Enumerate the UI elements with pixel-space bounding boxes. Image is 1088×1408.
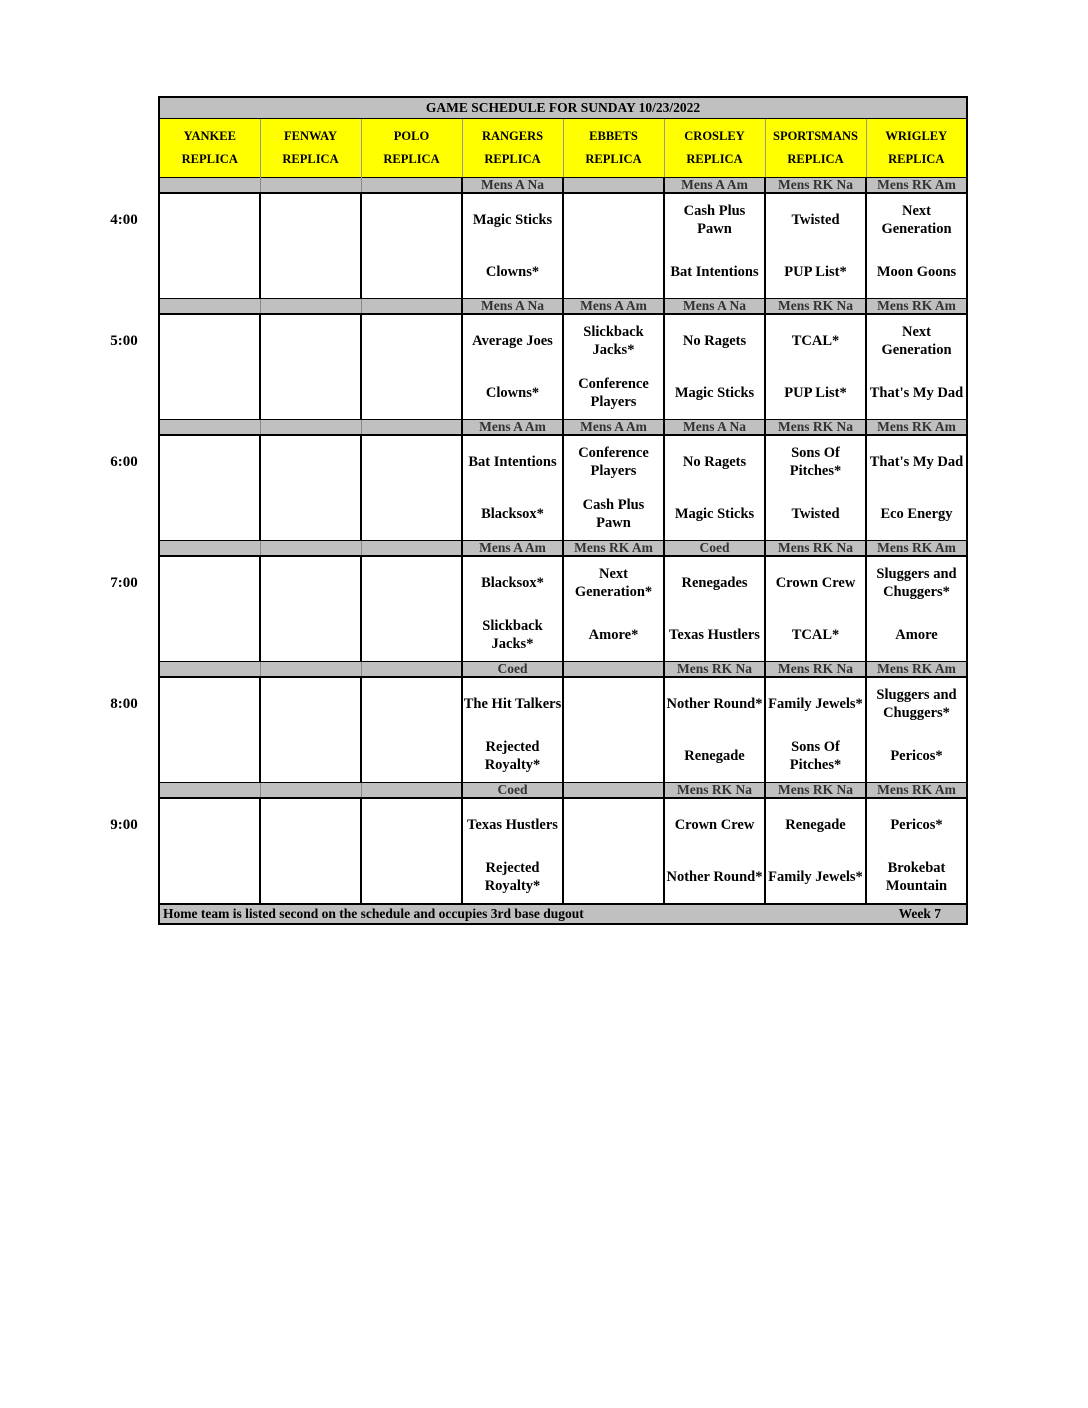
division-label: Mens A Na bbox=[664, 420, 765, 436]
field-header-row bbox=[159, 119, 967, 178]
division-label: Mens A Am bbox=[563, 299, 664, 315]
division-row bbox=[159, 662, 967, 678]
home-team bbox=[563, 730, 664, 783]
away-team: Sons Of Pitches* bbox=[765, 435, 866, 488]
home-team: Pericos* bbox=[866, 730, 967, 783]
schedule-table bbox=[158, 96, 968, 925]
division-label: Mens RK Na bbox=[664, 662, 765, 678]
home-team: Twisted bbox=[765, 488, 866, 541]
home-team bbox=[159, 609, 260, 662]
division-row bbox=[159, 420, 967, 436]
division-label: Mens A Am bbox=[462, 420, 563, 436]
division-label bbox=[361, 662, 462, 678]
division-label bbox=[563, 783, 664, 799]
away-team bbox=[260, 677, 361, 730]
away-team bbox=[159, 798, 260, 851]
home-team bbox=[361, 609, 462, 662]
division-label bbox=[563, 662, 664, 678]
division-label: Mens RK Am bbox=[866, 783, 967, 799]
away-team bbox=[361, 677, 462, 730]
time-column bbox=[90, 0, 158, 1408]
home-team: Texas Hustlers bbox=[664, 609, 765, 662]
footer-note: Home team is listed second on the schedule and occupies 3rd base dugout bbox=[163, 906, 584, 921]
away-team: Next Generation bbox=[866, 314, 967, 367]
division-label: Mens RK Am bbox=[866, 662, 967, 678]
division-label: Coed bbox=[462, 662, 563, 678]
away-team: Bat Intentions bbox=[462, 435, 563, 488]
home-team bbox=[260, 246, 361, 299]
division-label: Mens RK Na bbox=[765, 420, 866, 436]
field-header-sportsmans bbox=[765, 119, 866, 178]
home-team bbox=[159, 246, 260, 299]
division-row bbox=[159, 541, 967, 557]
division-label: Mens RK Am bbox=[866, 420, 967, 436]
field-name: YANKEE bbox=[183, 129, 236, 143]
division-label: Mens RK Na bbox=[765, 541, 866, 557]
field-name: EBBETS bbox=[589, 129, 638, 143]
home-team: Clowns* bbox=[462, 246, 563, 299]
home-team: Slickback Jacks* bbox=[462, 609, 563, 662]
away-team: Magic Sticks bbox=[462, 193, 563, 246]
home-team: Rejected Royalty* bbox=[462, 730, 563, 783]
home-team bbox=[159, 367, 260, 420]
home-team: TCAL* bbox=[765, 609, 866, 662]
home-team bbox=[260, 488, 361, 541]
game-row-away bbox=[159, 193, 967, 246]
division-row bbox=[159, 299, 967, 315]
away-team: Texas Hustlers bbox=[462, 798, 563, 851]
game-row-away bbox=[159, 435, 967, 488]
away-team: Pericos* bbox=[866, 798, 967, 851]
away-team bbox=[260, 556, 361, 609]
division-label: Mens A Am bbox=[462, 541, 563, 557]
division-label: Mens A Am bbox=[563, 420, 664, 436]
home-team bbox=[159, 730, 260, 783]
division-label bbox=[159, 178, 260, 194]
away-team: The Hit Talkers bbox=[462, 677, 563, 730]
division-label bbox=[260, 783, 361, 799]
home-team bbox=[159, 488, 260, 541]
home-team: Moon Goons bbox=[866, 246, 967, 299]
division-label bbox=[563, 178, 664, 194]
time-label: 8:00 bbox=[110, 695, 138, 712]
division-label bbox=[260, 420, 361, 436]
away-team: No Ragets bbox=[664, 435, 765, 488]
division-label: Mens RK Na bbox=[765, 783, 866, 799]
division-label: Mens RK Am bbox=[866, 178, 967, 194]
field-subtitle: REPLICA bbox=[282, 152, 339, 166]
game-row-home bbox=[159, 367, 967, 420]
division-label: Mens RK Na bbox=[765, 178, 866, 194]
field-subtitle: REPLICA bbox=[888, 152, 945, 166]
field-header-polo bbox=[361, 119, 462, 178]
home-team: Blacksox* bbox=[462, 488, 563, 541]
home-team bbox=[159, 851, 260, 904]
home-team bbox=[260, 609, 361, 662]
time-label: 4:00 bbox=[110, 211, 138, 228]
away-team: Crown Crew bbox=[664, 798, 765, 851]
division-label: Coed bbox=[664, 541, 765, 557]
away-team bbox=[260, 798, 361, 851]
home-team: Brokebat Mountain bbox=[866, 851, 967, 904]
division-label bbox=[361, 541, 462, 557]
away-team bbox=[159, 677, 260, 730]
division-label: Mens RK Am bbox=[866, 541, 967, 557]
away-team: Sluggers and Chuggers* bbox=[866, 556, 967, 609]
home-team: Family Jewels* bbox=[765, 851, 866, 904]
division-label bbox=[361, 420, 462, 436]
home-team bbox=[361, 246, 462, 299]
field-subtitle: REPLICA bbox=[383, 152, 440, 166]
division-row bbox=[159, 783, 967, 799]
home-team: Amore* bbox=[563, 609, 664, 662]
field-name: POLO bbox=[393, 129, 430, 143]
away-team bbox=[563, 798, 664, 851]
home-team: Renegade bbox=[664, 730, 765, 783]
away-team: Cash Plus Pawn bbox=[664, 193, 765, 246]
division-label bbox=[361, 783, 462, 799]
game-row-home bbox=[159, 246, 967, 299]
field-name: RANGERS bbox=[481, 129, 544, 143]
game-row-away bbox=[159, 677, 967, 730]
game-row-home bbox=[159, 851, 967, 904]
division-label: Mens A Na bbox=[462, 299, 563, 315]
time-label: 7:00 bbox=[110, 574, 138, 591]
away-team bbox=[361, 314, 462, 367]
division-label: Mens RK Na bbox=[664, 783, 765, 799]
schedule-title: GAME SCHEDULE FOR SUNDAY 10/23/2022 bbox=[159, 97, 967, 119]
division-label: Mens RK Na bbox=[765, 299, 866, 315]
away-team bbox=[361, 798, 462, 851]
division-label bbox=[361, 178, 462, 194]
home-team bbox=[361, 367, 462, 420]
home-team bbox=[361, 488, 462, 541]
away-team: Twisted bbox=[765, 193, 866, 246]
division-label bbox=[260, 178, 361, 194]
game-row-away bbox=[159, 798, 967, 851]
time-label: 9:00 bbox=[110, 816, 138, 833]
away-team: Next Generation bbox=[866, 193, 967, 246]
away-team: Nother Round* bbox=[664, 677, 765, 730]
field-subtitle: REPLICA bbox=[787, 152, 844, 166]
away-team: Blacksox* bbox=[462, 556, 563, 609]
field-subtitle: REPLICA bbox=[484, 152, 541, 166]
field-header-wrigley bbox=[866, 119, 967, 178]
division-label: Mens A Na bbox=[664, 299, 765, 315]
home-team: Clowns* bbox=[462, 367, 563, 420]
division-label bbox=[260, 541, 361, 557]
home-team: Bat Intentions bbox=[664, 246, 765, 299]
field-name: WRIGLEY bbox=[885, 129, 948, 143]
away-team: No Ragets bbox=[664, 314, 765, 367]
division-label bbox=[260, 662, 361, 678]
game-row-away bbox=[159, 556, 967, 609]
away-team: Sluggers and Chuggers* bbox=[866, 677, 967, 730]
division-label bbox=[159, 662, 260, 678]
home-team: Nother Round* bbox=[664, 851, 765, 904]
home-team: Conference Players bbox=[563, 367, 664, 420]
game-row-away bbox=[159, 314, 967, 367]
division-label: Mens RK Am bbox=[866, 299, 967, 315]
away-team bbox=[361, 435, 462, 488]
away-team bbox=[159, 314, 260, 367]
division-label: Mens RK Na bbox=[765, 662, 866, 678]
home-team bbox=[260, 851, 361, 904]
away-team bbox=[159, 435, 260, 488]
time-label: 5:00 bbox=[110, 332, 138, 349]
division-label: Mens A Na bbox=[462, 178, 563, 194]
field-header-fenway bbox=[260, 119, 361, 178]
away-team bbox=[361, 193, 462, 246]
home-team bbox=[563, 246, 664, 299]
game-row-home bbox=[159, 488, 967, 541]
division-label: Mens RK Am bbox=[563, 541, 664, 557]
away-team: Slickback Jacks* bbox=[563, 314, 664, 367]
field-subtitle: REPLICA bbox=[585, 152, 642, 166]
field-name: SPORTSMANS bbox=[773, 129, 858, 143]
away-team: Conference Players bbox=[563, 435, 664, 488]
away-team: Renegades bbox=[664, 556, 765, 609]
home-team: Sons Of Pitches* bbox=[765, 730, 866, 783]
week-label: Week 7 bbox=[898, 906, 941, 921]
field-name: FENWAY bbox=[283, 129, 338, 143]
game-row-home bbox=[159, 730, 967, 783]
away-team bbox=[260, 435, 361, 488]
division-label: Coed bbox=[462, 783, 563, 799]
home-team: PUP List* bbox=[765, 367, 866, 420]
home-team bbox=[260, 367, 361, 420]
away-team bbox=[563, 677, 664, 730]
home-team: Amore bbox=[866, 609, 967, 662]
home-team: Magic Sticks bbox=[664, 367, 765, 420]
division-label bbox=[159, 783, 260, 799]
home-team bbox=[361, 730, 462, 783]
field-name: CROSLEY bbox=[684, 129, 745, 143]
home-team: Cash Plus Pawn bbox=[563, 488, 664, 541]
away-team bbox=[159, 193, 260, 246]
division-label bbox=[159, 541, 260, 557]
time-label: 6:00 bbox=[110, 453, 138, 470]
footer bbox=[159, 904, 967, 924]
away-team bbox=[361, 556, 462, 609]
home-team bbox=[361, 851, 462, 904]
division-label bbox=[159, 420, 260, 436]
away-team bbox=[159, 556, 260, 609]
away-team bbox=[563, 193, 664, 246]
home-team: That's My Dad bbox=[866, 367, 967, 420]
away-team: Family Jewels* bbox=[765, 677, 866, 730]
away-team: Crown Crew bbox=[765, 556, 866, 609]
home-team: PUP List* bbox=[765, 246, 866, 299]
home-team bbox=[563, 851, 664, 904]
home-team bbox=[260, 730, 361, 783]
away-team: Renegade bbox=[765, 798, 866, 851]
field-header-crosley bbox=[664, 119, 765, 178]
away-team: Next Generation* bbox=[563, 556, 664, 609]
away-team: That's My Dad bbox=[866, 435, 967, 488]
footer-row bbox=[159, 904, 967, 924]
game-row-home bbox=[159, 609, 967, 662]
field-header-ebbets bbox=[563, 119, 664, 178]
away-team bbox=[260, 314, 361, 367]
division-row bbox=[159, 178, 967, 194]
field-subtitle: REPLICA bbox=[181, 152, 238, 166]
away-team: Average Joes bbox=[462, 314, 563, 367]
home-team: Rejected Royalty* bbox=[462, 851, 563, 904]
field-header-yankee bbox=[159, 119, 260, 178]
division-label bbox=[159, 299, 260, 315]
home-team: Eco Energy bbox=[866, 488, 967, 541]
field-header-rangers bbox=[462, 119, 563, 178]
away-team bbox=[260, 193, 361, 246]
field-subtitle: REPLICA bbox=[686, 152, 743, 166]
division-label bbox=[260, 299, 361, 315]
division-label: Mens A Am bbox=[664, 178, 765, 194]
away-team: TCAL* bbox=[765, 314, 866, 367]
division-label bbox=[361, 299, 462, 315]
home-team: Magic Sticks bbox=[664, 488, 765, 541]
